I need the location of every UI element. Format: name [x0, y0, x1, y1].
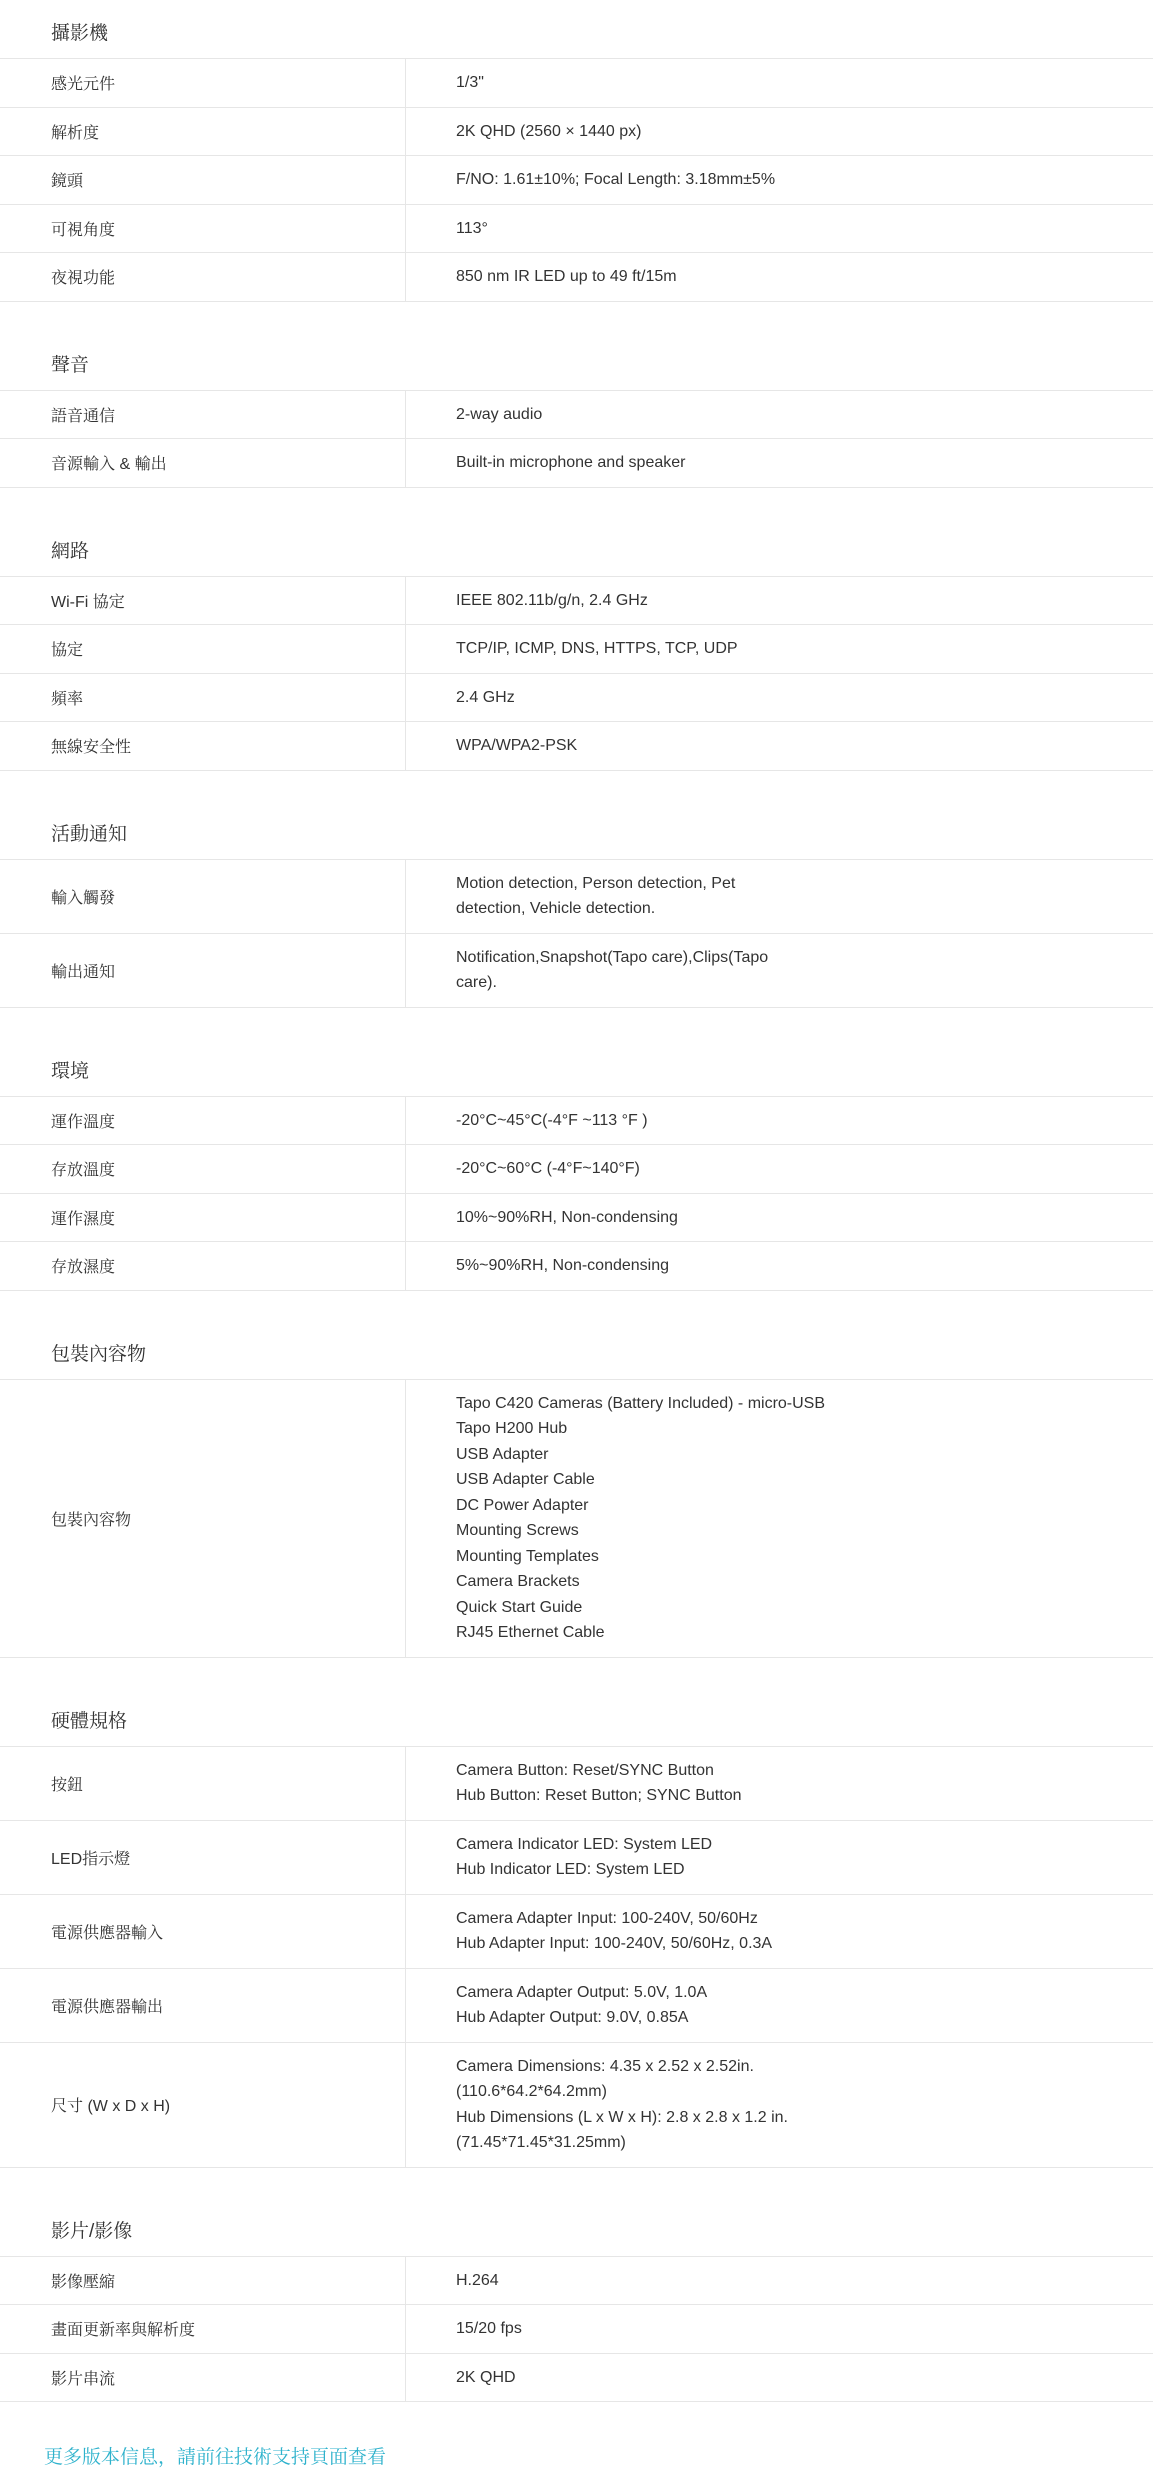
spec-row	[0, 2043, 1153, 2168]
spec-value	[406, 722, 1153, 770]
section-title: 聲音	[0, 342, 1153, 391]
spec-value-line: (71.45*71.45*31.25mm)	[456, 2134, 626, 2151]
spec-row	[0, 1380, 1153, 1658]
spec-value	[406, 205, 1153, 253]
spec-value-line: RJ45 Ethernet Cable	[456, 1624, 605, 1641]
spec-value	[406, 1242, 1153, 1290]
spec-value-line: Mounting Templates	[456, 1547, 599, 1565]
spec-value	[406, 1380, 1153, 1657]
section-title: 影片/影像	[0, 2208, 1153, 2257]
spec-label: Wi-Fi 協定	[0, 577, 406, 625]
spec-section	[0, 811, 1153, 1008]
spec-value-line: H.264	[456, 2271, 499, 2289]
spec-value-line: USB Adapter	[456, 1445, 549, 1463]
spec-value-line: 2.4 GHz	[456, 688, 515, 706]
spec-row	[0, 1969, 1153, 2043]
spec-row	[0, 1895, 1153, 1969]
spec-row	[0, 439, 1153, 488]
spec-row	[0, 1145, 1153, 1194]
spec-label: 尺寸 (W x D x H)	[0, 2043, 406, 2167]
spec-row	[0, 2305, 1153, 2354]
section-title: 硬體規格	[0, 1698, 1153, 1747]
spec-row	[0, 1194, 1153, 1243]
spec-row	[0, 108, 1153, 157]
spec-value-line: WPA/WPA2-PSK	[456, 737, 578, 754]
spec-value-line: 10%~90%RH, Non-condensing	[456, 1208, 678, 1226]
spec-label: 可視角度	[0, 205, 406, 253]
spec-value-line: Hub Button: Reset Button; SYNC Button	[456, 1787, 742, 1804]
spec-value-line: 1/3"	[456, 74, 484, 91]
spec-row	[0, 934, 1153, 1008]
spec-value-line: Notification,Snapshot(Tapo care),Clips(Tapo care).	[456, 948, 769, 991]
spec-label: 電源供應器輸出	[0, 1969, 406, 2042]
spec-value-line: Motion detection, Person detection, Pet detection, Vehicle detection.	[456, 874, 736, 917]
spec-value	[406, 577, 1153, 625]
spec-row	[0, 674, 1153, 723]
spec-section	[0, 342, 1153, 488]
spec-row	[0, 625, 1153, 674]
spec-label: 電源供應器輸入	[0, 1895, 406, 1968]
spec-section	[0, 528, 1153, 771]
spec-value-line: -20°C~45°C(-4°F ~113 °F )	[456, 1111, 648, 1129]
spec-row	[0, 722, 1153, 771]
section-title: 活動通知	[0, 811, 1153, 860]
spec-row	[0, 391, 1153, 440]
spec-label: 畫面更新率與解析度	[0, 2305, 406, 2353]
spec-label: 夜視功能	[0, 253, 406, 301]
spec-label: 運作溫度	[0, 1097, 406, 1145]
spec-value-line: 113°	[456, 219, 488, 237]
spec-label: 協定	[0, 625, 406, 673]
spec-value	[406, 1821, 1153, 1894]
spec-row	[0, 253, 1153, 302]
spec-row	[0, 2257, 1153, 2306]
spec-row	[0, 1242, 1153, 1291]
spec-label: 感光元件	[0, 59, 406, 107]
spec-row	[0, 1821, 1153, 1895]
spec-value	[406, 2305, 1153, 2353]
spec-value	[406, 1747, 1153, 1820]
spec-value-line: 5%~90%RH, Non-condensing	[456, 1257, 670, 1274]
spec-row	[0, 1097, 1153, 1146]
spec-row	[0, 577, 1153, 626]
spec-row	[0, 1747, 1153, 1821]
spec-value	[406, 156, 1153, 204]
spec-label: LED指示燈	[0, 1821, 406, 1894]
spec-value-line: Tapo C420 Cameras (Battery Included) - micro-USB	[456, 1394, 826, 1412]
spec-value-line: Hub Dimensions (L x W x H): 2.8 x 2.8 x 1.2 in.	[456, 2108, 788, 2126]
spec-label: 無線安全性	[0, 722, 406, 770]
spec-label: 影像壓縮	[0, 2257, 406, 2305]
spec-label: 影片串流	[0, 2354, 406, 2402]
spec-value-line: F/NO: 1.61±10%; Focal Length: 3.18mm±5%	[456, 171, 776, 188]
spec-value-line: TCP/IP, ICMP, DNS, HTTPS, TCP, UDP	[456, 640, 738, 657]
section-title: 環境	[0, 1048, 1153, 1097]
spec-value-line: Camera Brackets	[456, 1573, 580, 1590]
spec-value	[406, 674, 1153, 722]
spec-value	[406, 2043, 1153, 2167]
spec-value-line: Camera Adapter Output: 5.0V, 1.0A	[456, 1983, 708, 2001]
spec-value-line: -20°C~60°C (-4°F~140°F)	[456, 1160, 640, 1177]
spec-label: 鏡頭	[0, 156, 406, 204]
spec-value-line: IEEE 802.11b/g/n, 2.4 GHz	[456, 591, 648, 609]
spec-value	[406, 2257, 1153, 2305]
spec-value-line: 2K QHD	[456, 2368, 516, 2386]
spec-value	[406, 1895, 1153, 1968]
spec-value	[406, 1145, 1153, 1193]
spec-value-line: Mounting Screws	[456, 1522, 579, 1539]
section-title: 包裝內容物	[0, 1331, 1153, 1380]
spec-label: 運作濕度	[0, 1194, 406, 1242]
spec-value	[406, 439, 1153, 487]
spec-row	[0, 2354, 1153, 2403]
spec-value-line: 2-way audio	[456, 405, 543, 423]
spec-row	[0, 156, 1153, 205]
spec-value-line: Hub Adapter Output: 9.0V, 0.85A	[456, 2009, 689, 2026]
spec-value	[406, 391, 1153, 439]
spec-value-line: Camera Dimensions: 4.35 x 2.52 x 2.52in.	[456, 2057, 754, 2075]
support-page-link[interactable]: 更多版本信息，請前往技術支持頁面查看	[44, 2447, 387, 2468]
spec-value	[406, 2354, 1153, 2402]
spec-label: 頻率	[0, 674, 406, 722]
spec-value	[406, 59, 1153, 107]
spec-value	[406, 934, 1153, 1007]
spec-value-line: Camera Adapter Input: 100-240V, 50/60Hz	[456, 1909, 758, 1927]
spec-label: 音源輸入 & 輸出	[0, 439, 406, 487]
spec-label: 存放濕度	[0, 1242, 406, 1290]
spec-label: 輸入觸發	[0, 860, 406, 933]
spec-value-line: Hub Adapter Input: 100-240V, 50/60Hz, 0.3A	[456, 1935, 773, 1952]
spec-value-line: Camera Button: Reset/SYNC Button	[456, 1761, 714, 1779]
spec-value	[406, 860, 1153, 933]
spec-value	[406, 1097, 1153, 1145]
spec-label: 輸出通知	[0, 934, 406, 1007]
spec-section	[0, 10, 1153, 302]
spec-value	[406, 108, 1153, 156]
spec-value-line: Camera Indicator LED: System LED	[456, 1835, 713, 1853]
spec-value	[406, 625, 1153, 673]
spec-value-line: 2K QHD (2560 × 1440 px)	[456, 122, 642, 140]
spec-value-line: Tapo H200 Hub	[456, 1420, 568, 1437]
spec-row	[0, 860, 1153, 934]
spec-label: 按鈕	[0, 1747, 406, 1820]
spec-value-line: DC Power Adapter	[456, 1496, 589, 1514]
spec-row	[0, 59, 1153, 108]
spec-section	[0, 1048, 1153, 1291]
spec-section	[0, 2208, 1153, 2403]
section-title: 網路	[0, 528, 1153, 577]
spec-label: 包裝內容物	[0, 1380, 406, 1657]
spec-value-line: Hub Indicator LED: System LED	[456, 1861, 685, 1878]
spec-label: 解析度	[0, 108, 406, 156]
spec-label: 存放溫度	[0, 1145, 406, 1193]
spec-section	[0, 1698, 1153, 2168]
section-title: 攝影機	[0, 10, 1153, 59]
spec-section	[0, 1331, 1153, 1658]
spec-value-line: 15/20 fps	[456, 2320, 522, 2337]
spec-value-line: (110.6*64.2*64.2mm)	[456, 2083, 607, 2100]
spec-value	[406, 1194, 1153, 1242]
spec-value-line: Built-in microphone and speaker	[456, 454, 686, 471]
spec-value	[406, 253, 1153, 301]
spec-value-line: Quick Start Guide	[456, 1598, 583, 1616]
spec-row	[0, 205, 1153, 254]
spec-value-line: USB Adapter Cable	[456, 1471, 595, 1488]
spec-value-line: 850 nm IR LED up to 49 ft/15m	[456, 268, 677, 285]
spec-label: 語音通信	[0, 391, 406, 439]
spec-value	[406, 1969, 1153, 2042]
